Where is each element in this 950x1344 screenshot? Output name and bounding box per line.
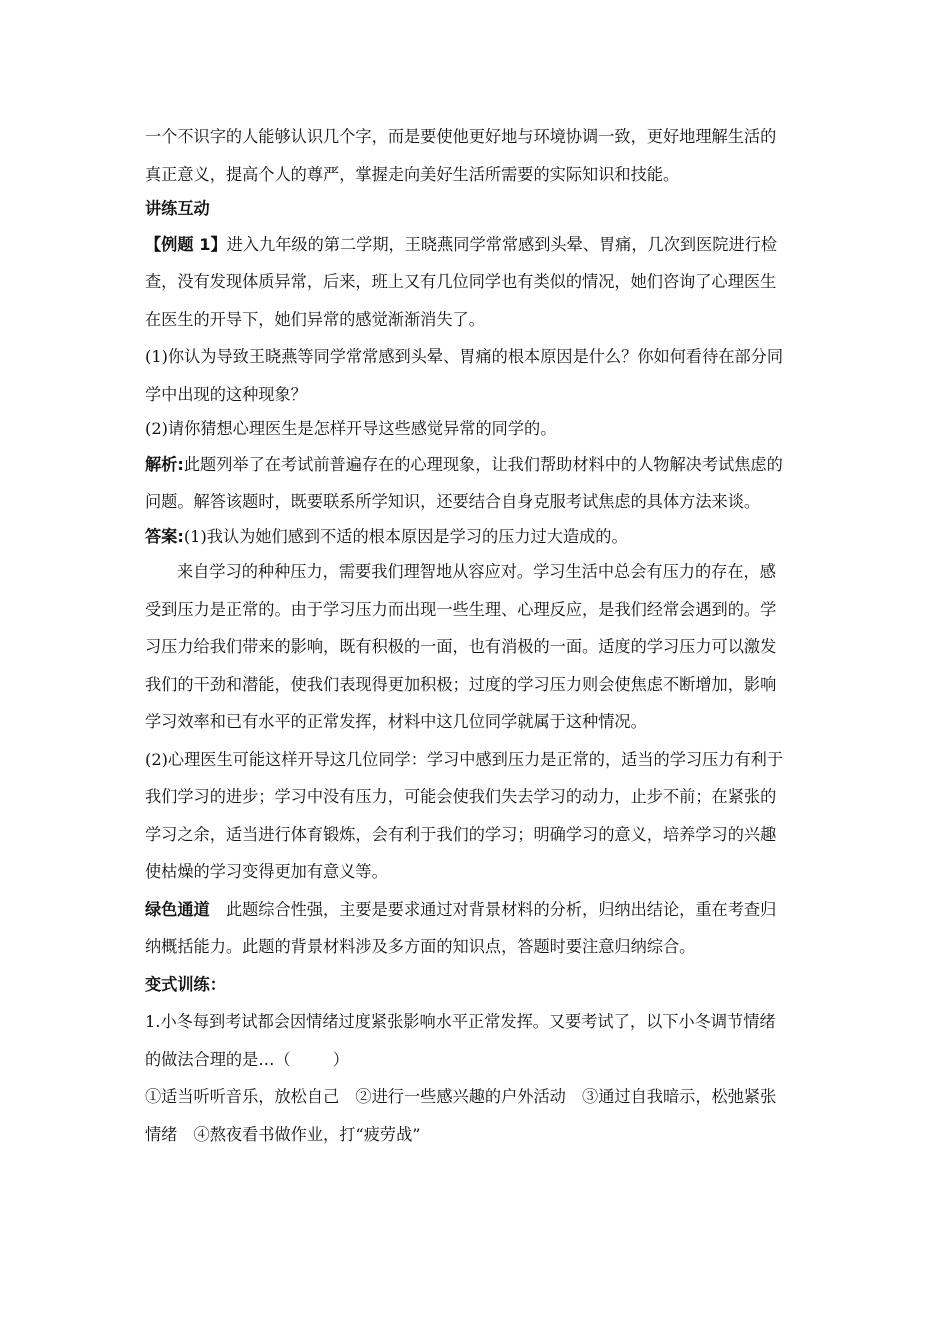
answer-paragraph-line-5: 学习效率和已有水平的正常发挥，材料中这几位同学就属于这种情况。 [145, 712, 647, 731]
options-line-2: 情绪 ④熬夜看书做作业，打“疲劳战” [145, 1124, 421, 1144]
green-channel-line-2: 纳概括能力。此题的背景材料涉及多方面的知识点，答题时要注意归纳综合。 [145, 937, 696, 956]
variant-question-stem: 的做法合理的是…（ [145, 1049, 291, 1069]
options-line-1: ①适当听听音乐，放松自己 ②进行一些感兴趣的户外活动 ③通过自我暗示，松弛紧张 [145, 1087, 777, 1106]
document-page [145, 118, 807, 1153]
answer-2-line-4: 使枯燥的学习变得更加有意义等。 [145, 862, 388, 881]
example-line-2: 查，没有发现体质异常，后来，班上又有几位同学也有类似的情况，她们咨询了心理医生 [145, 272, 777, 291]
green-channel-label: 绿色通道 [145, 899, 210, 919]
answer-paragraph-line-4: 我们的干劲和潜能，使我们表现得更加积极；过度的学习压力则会使焦虑不断增加，影响 [145, 674, 777, 694]
intro-line-1: 一个不识字的人能够认识几个字，而是要使他更好地与环境协调一致，更好地理解生活的 [145, 127, 777, 146]
answer-paragraph-line-3: 习压力给我们带来的影响，既有积极的一面，也有消极的一面。适度的学习压力可以激发 [145, 637, 777, 656]
answer-line-1 [145, 521, 807, 554]
variant-question-close: ） [332, 1049, 349, 1069]
answer-paragraph-line-1: 来自学习的种种压力，需要我们理智地从容应对。学习生活中总会有压力的存在，感 [177, 562, 776, 581]
question-1-line-1: (1)你认为导致王晓燕等同学常常感到头晕、胃痛的根本原因是什么？你如何看待在部分同 [145, 347, 784, 366]
green-channel-text: 此题综合性强，主要是要求通过对背景材料的分析，归纳出结论，重在考查归 [225, 899, 777, 919]
intro-line-2: 真正意义，提高个人的尊严，掌握走向美好生活所需要的实际知识和技能。 [145, 164, 680, 184]
answer-2-line-3: 学习之余，适当进行体育锻炼，会有利于我们的学习；明确学习的意义，培养学习的兴趣 [145, 824, 777, 844]
question-2: (2)请你猜想心理医生是怎样开导这些感觉异常的同学的。 [145, 419, 557, 438]
example-line-3: 在医生的开导下，她们异常的感觉渐渐消失了。 [145, 309, 485, 329]
example-line-1 [145, 226, 807, 264]
analysis-label: 解析: [145, 454, 184, 474]
question-1-line-2: 学中出现的这种现象？ [145, 384, 307, 404]
variant-heading: 变式训练： [145, 974, 226, 994]
answer-label: 答案: [145, 526, 184, 546]
variant-question-line-1: 1.小冬每到考试都会因情绪过度紧张影响水平正常发挥。又要考试了，以下小冬调节情绪 [145, 1012, 776, 1031]
green-channel-line-1 [145, 891, 807, 929]
answer-2-line-2: 我们学习的进步；学习中没有压力，可能会使我们失去学习的动力，止步不前；在紧张的 [145, 787, 777, 806]
answer-text: (1)我认为她们感到不适的根本原因是学习的压力过大造成的。 [183, 526, 628, 546]
answer-paragraph-line-2: 受到压力是正常的。由于学习压力而出现一些生理、心理反应，是我们经常会遇到的。学 [145, 599, 777, 619]
analysis-text: 此题列举了在考试前普遍存在的心理现象，让我们帮助材料中的人物解决考试焦虑的 [183, 454, 783, 474]
example-text: 进入九年级的第二学期，王晓燕同学常常感到头晕、胃痛，几次到医院进行检 [226, 234, 778, 254]
analysis-line-2: 问题。解答该题时，既要联系所学知识，还要结合自身克服考试焦虑的具体方法来谈。 [145, 492, 761, 511]
answer-2-line-1: (2)心理医生可能这样开导这几位同学：学习中感到压力是正常的，适当的学习压力有利于 [145, 749, 784, 769]
example-label: 【例题 1】 [145, 234, 227, 254]
variant-question-line-2 [145, 1041, 807, 1079]
analysis-line-1 [145, 446, 807, 484]
section-heading: 讲练互动 [145, 199, 210, 218]
